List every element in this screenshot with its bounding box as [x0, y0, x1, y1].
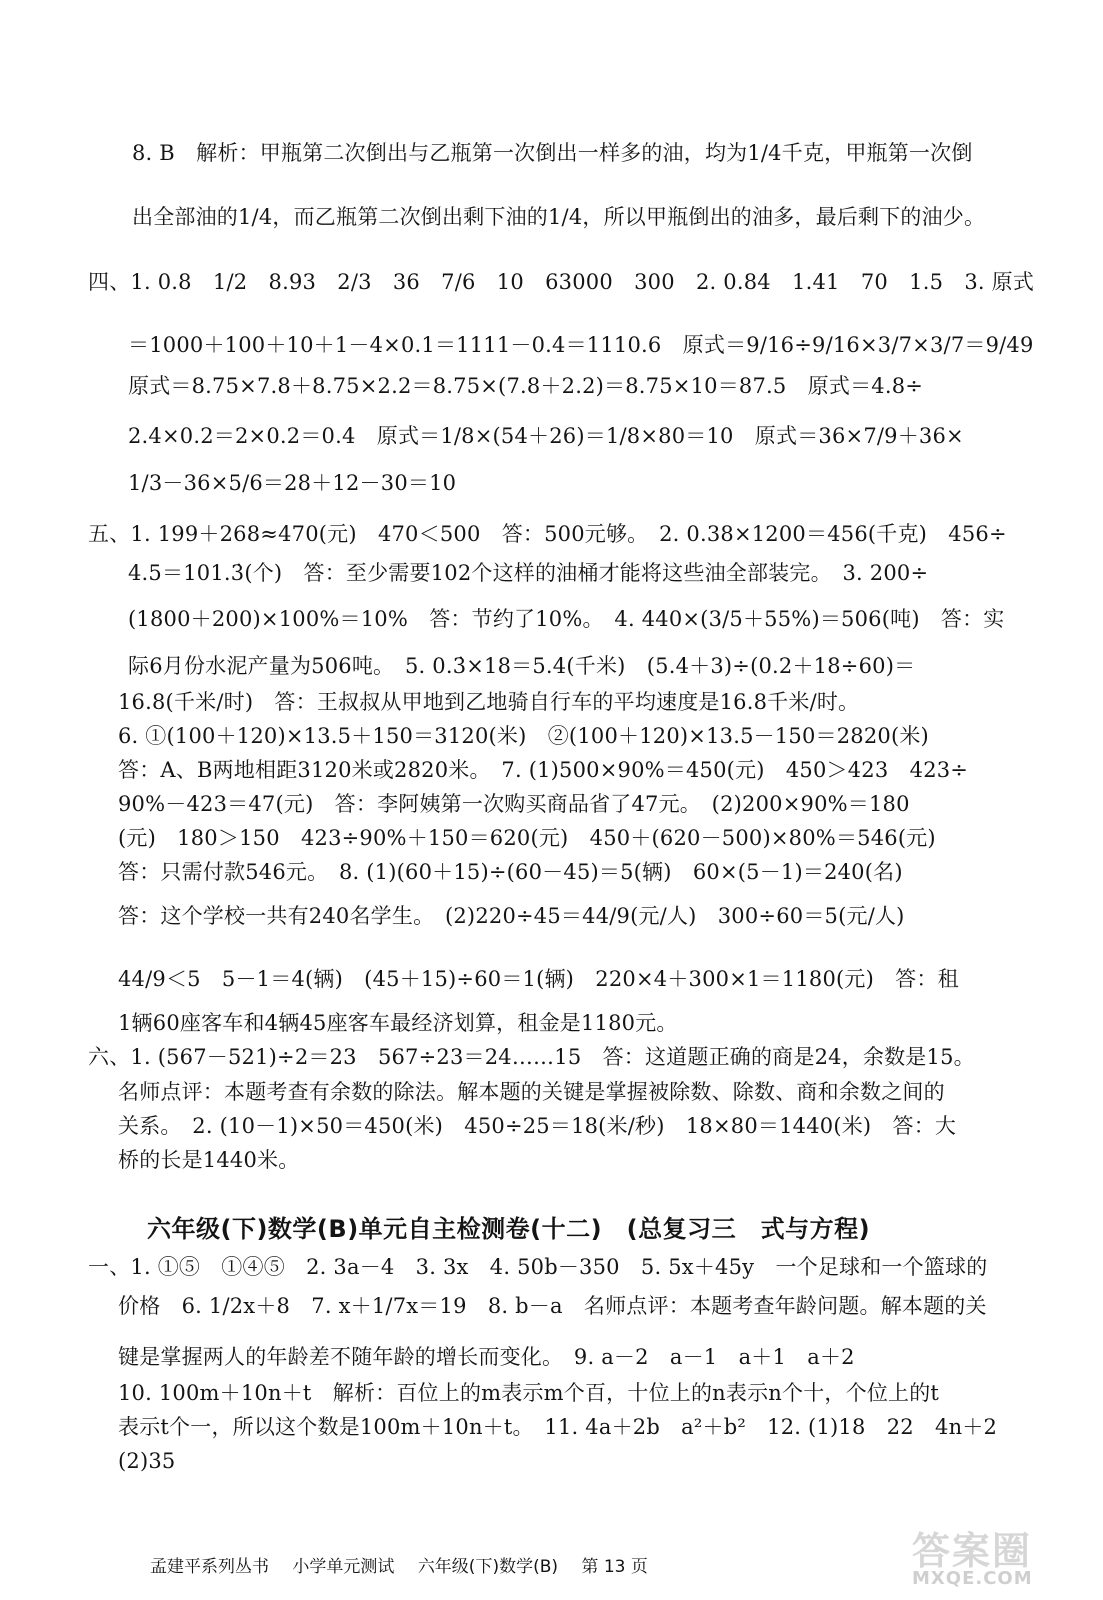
text-line: 出全部油的1/4，而乙瓶第二次倒出剩下油的1/4，所以甲瓶倒出的油多，最后剩下的油少。	[132, 204, 986, 229]
page-footer	[150, 1552, 666, 1577]
watermark-site: MXQE.COM	[912, 1568, 1033, 1589]
text-line: 五、1. 199＋268≈470(元) 470＜500 答：500元够。 2. 0.38×1200＝456(千克) 456÷	[88, 521, 1007, 546]
text-line: 关系。 2. (10－1)×50＝450(米) 450÷25＝18(米/秒) 18×80＝1440(米) 答：大	[118, 1113, 957, 1138]
text-line: 键是掌握两人的年龄差不随年龄的增长而变化。 9. a－2 a－1 a＋1 a＋2	[118, 1344, 855, 1369]
text-line: 价格 6. 1/2x＋8 7. x＋1/7x＝19 8. b－a 名师点评：本题考查年龄问题。解本题的关	[118, 1293, 987, 1318]
text-line: ＝1000＋100＋10＋1－4×0.1＝1111－0.4＝1110.6 原式＝9/16÷9/16×3/7×3/7＝9/49	[128, 332, 1034, 357]
text-line: 桥的长是1440米。	[118, 1147, 300, 1172]
text-line: 表示t个一，所以这个数是100m＋10n＋t。 11. 4a＋2b a²＋b² 12. (1)18 22 4n＋2	[118, 1414, 998, 1439]
text-line: 原式＝8.75×7.8＋8.75×2.2＝8.75×(7.8＋2.2)＝8.75×10＝87.5 原式＝4.8÷	[128, 373, 924, 398]
text-line: 90%－423＝47(元) 答：李阿姨第一次购买商品省了47元。 (2)200×90%＝180	[118, 791, 910, 816]
text-line: 六、1. (567－521)÷2＝23 567÷23＝24……15 答：这道题正确的商是24，余数是15。	[88, 1044, 975, 1069]
text-line: 6. ①(100＋120)×13.5＋150＝3120(米) ②(100＋120)×13.5－150＝2820(米)	[118, 723, 929, 748]
page-number: 第 13 页	[581, 1557, 648, 1577]
text-line: 8. B 解析：甲瓶第二次倒出与乙瓶第一次倒出一样多的油，均为1/4千克，甲瓶第一次倒	[132, 140, 973, 165]
text-line: 16.8(千米/时) 答：王叔叔从甲地到乙地骑自行车的平均速度是16.8千米/时。	[118, 689, 860, 714]
text-line: 答：只需付款546元。 8. (1)(60＋15)÷(60－45)＝5(辆) 60×(5－1)＝240(名)	[118, 859, 903, 884]
text-line: 4.5＝101.3̇(个) 答：至少需要102个这样的油桶才能将这些油全部装完。 3. 200÷	[128, 560, 929, 585]
text-line: 1辆60座客车和4辆45座客车最经济划算，租金是1180元。	[118, 1010, 678, 1035]
text-line: (2)35	[118, 1448, 176, 1473]
watermark-logo	[900, 1520, 1090, 1592]
text-line: 44/9＜5 5－1＝4(辆) (45＋15)÷60＝1(辆) 220×4＋300×1＝1180(元) 答：租	[118, 966, 959, 991]
text-line: 答：这个学校一共有240名学生。 (2)220÷45＝44/9(元/人) 300÷60＝5(元/人)	[118, 903, 905, 928]
text-line: 10. 100m＋10n＋t 解析：百位上的m表示m个百，十位上的n表示n个十，个位上的t	[118, 1380, 940, 1405]
footer-grade: 六年级(下)数学(B)	[417, 1557, 559, 1577]
text-line: 答：A、B两地相距3120米或2820米。 7. (1)500×90%＝450(元) 450＞423 423÷	[118, 757, 969, 782]
text-line: (元) 180＞150 423÷90%＋150＝620(元) 450＋(620－500)×80%＝546(元)	[118, 825, 936, 850]
text-line: 1/3－36×5/6＝28＋12－30＝10	[128, 470, 457, 495]
text-line: 2.4×0.2＝2×0.2＝0.4 原式＝1/8×(54＋26)＝1/8×80＝10 原式＝36×7/9＋36×	[128, 423, 964, 448]
section-heading: 六年级(下)数学(B)单元自主检测卷(十二) (总复习三 式与方程)	[147, 1215, 871, 1243]
text-line: 四、1. 0.8 1/2 8.93 2/3 36 7/6 10 63000 300 2. 0.84 1.41 70 1.5 3. 原式	[88, 269, 1035, 294]
text-line: 一、1. ①⑤ ①④⑤ 2. 3a－4 3. 3x 4. 50b－350 5. 5x＋45y 一个足球和一个篮球的	[88, 1254, 988, 1279]
text-line: 名师点评：本题考查有余数的除法。解本题的关键是掌握被除数、除数、商和余数之间的	[118, 1079, 945, 1104]
watermark-mark: 答案圈	[912, 1529, 1033, 1573]
footer-series: 孟建平系列丛书	[150, 1557, 269, 1577]
footer-book: 小学单元测试	[292, 1557, 395, 1577]
text-line: 际6月份水泥产量为506吨。 5. 0.3̇×18＝5.4(千米) (5.4＋3)÷(0.2＋18÷60)＝	[128, 653, 916, 678]
text-line: (1800＋200)×100%＝10% 答：节约了10%。 4. 440×(3/5＋55%)＝506(吨) 答：实	[128, 606, 1005, 631]
